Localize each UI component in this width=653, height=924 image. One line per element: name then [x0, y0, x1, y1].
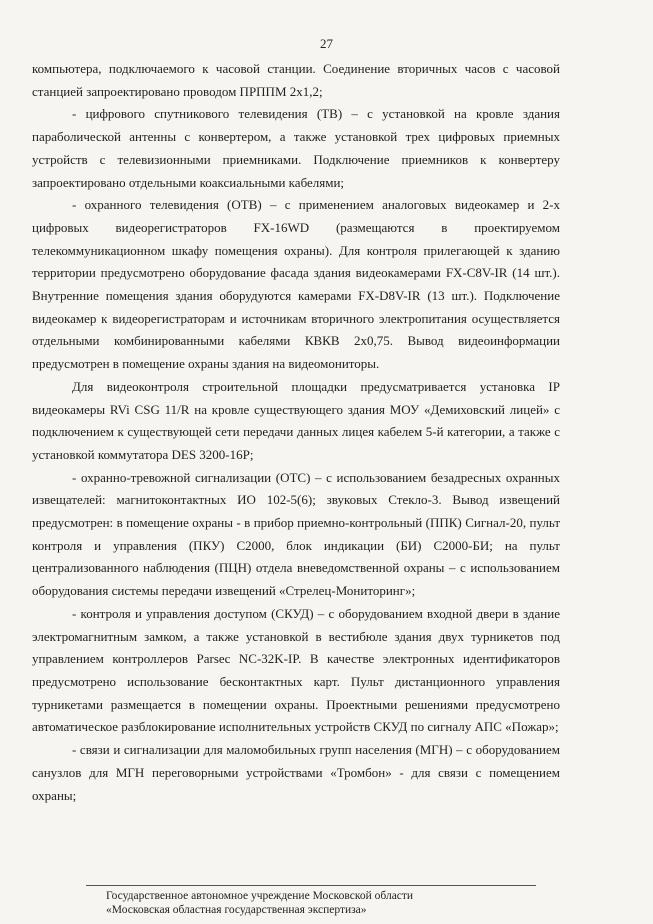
footer: [106, 889, 436, 917]
body-text: [32, 58, 560, 807]
footer-organization-line-1: Государственное автономное учреждение Московской области: [106, 890, 414, 902]
paragraph-security-tv: - охранного телевидения (ОТВ) – с применением аналоговых видеокамер и 2-х цифровых видеорегистраторов FX-16WD (размещаются в проектируемом телекоммуникационном шкафу помещения охраны). Для контроля прилегающей к зданию территории предусмотрено оборудование фасада здания видеокамерами FX-C8V-IR (14 шт.). Внутренние помещения здания оборудуются камерами FX-D8V-IR (13 шт.). Подключение видеокамер к видеорегистраторам и источникам вторичного электропитания осуществляется отдельными комбинированными кабелями КВКВ 2х0,75. Вывод видеоинформации предусмотрен в помещение охраны здания на видеомониторы.: [32, 197, 560, 372]
paragraph-site-video: Для видеоконтроля строительной площадки предусматривается установка IP видеокамеры RVi CSG 11/R на кровле существующего здания МОУ «Демиховский лицей» с подключением к существующей сети передачи данных лицея кабелем 5-й категории, а также с установкой коммутатора DES 3200-16P;: [32, 378, 560, 462]
paragraph-mgn-communication: - связи и сигнализации для маломобильных групп населения (МГН) – с оборудованием санузлов для МГН переговорными устройствами «Тромбон» - для связи с помещением охраны;: [32, 742, 560, 803]
paragraph-clock-continuation: компьютера, подключаемого к часовой станции. Соединение вторичных часов с часовой станцией запроектировано проводом ПРППМ 2х1,2;: [32, 61, 560, 99]
paragraph-access-control: - контроля и управления доступом (СКУД) – с оборудованием входной двери в здание электромагнитным замком, а также установкой в вестибюле здания двух турникетов под управлением контроллеров Parsec NC-32K-IP. В качестве электронных идентификаторов предусмотрено использование бесконтактных карт. Пульт дистанционного управления турникетами размещается в помещении охраны. Проектными решениями предусмотрено автоматическое разблокирование исполнительных устройств СКУД по сигналу АПС «Пожар»;: [32, 605, 560, 735]
footer-divider: [86, 885, 536, 886]
footer-organization-line-2: «Московская областная государственная экспертиза»: [106, 904, 367, 916]
page-number: 27: [320, 36, 333, 51]
paragraph-satellite-tv: - цифрового спутникового телевидения (ТВ) – с установкой на кровле здания параболической антенны с конвертером, а также установкой трех цифровых приемных устройств с телевизионными приемниками. Подключение приемников к конвертеру запроектировано отдельными коаксиальными кабелями;: [32, 106, 560, 190]
paragraph-alarm: - охранно-тревожной сигнализации (ОТС) – с использованием безадресных охранных извещателей: магнитоконтактных ИО 102-5(6); звуковых Стекло-3. Вывод извещений предусмотрен: в помещение охраны - в прибор приемно-контрольный (ППК) Сигнал-20, пульт контроля и управления (ПКУ) С2000, блок индикации (БИ) С2000-БИ; на пульт централизованного наблюдения (ПЦН) отдела вневедомственной охраны – с использованием оборудования системы передачи извещений «Стрелец-Мониторинг»;: [32, 469, 560, 599]
